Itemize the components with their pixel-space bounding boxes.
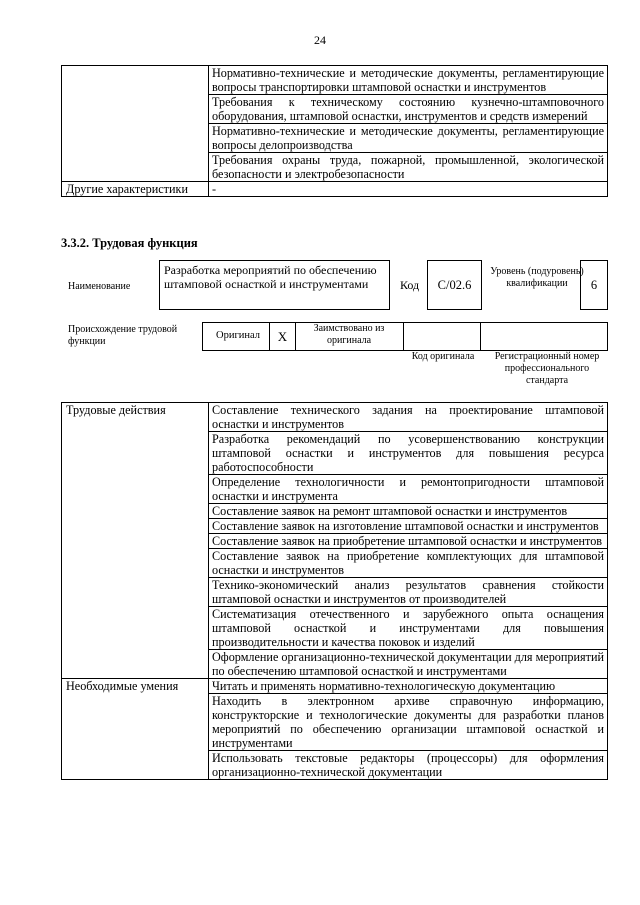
table-row: Составление заявок на ремонт штамповой оснастки и инструментов (209, 504, 608, 519)
function-name-value: Разработка мероприятий по обеспечению штамповой оснасткой и инструментами (159, 260, 390, 310)
borrowed-label: Заимствовано из оригинала (313, 323, 385, 346)
other-characteristics-value: - (209, 182, 608, 197)
table-empty-label-cell (62, 66, 209, 182)
other-characteristics-label: Другие характеристики (62, 182, 209, 197)
table-row: Разработка рекомендаций по усовершенствованию конструкции штамповой оснастки и инструментов для повышения ресурса работоспособности (209, 432, 608, 475)
name-label: Наименование (68, 281, 131, 292)
origin-label: Происхождение трудовой функции (68, 324, 178, 347)
table-row: Систематизация отечественного и зарубежного опыта оснащения штамповой оснасткой и инструментами для повышения производительности и качества поковок и изделий (209, 607, 608, 650)
table-row: Требования к техническому состоянию кузнечно-штамповочного оборудования, штамповой оснастки, инструментов и средств измерений (209, 95, 608, 124)
table-row: Использовать текстовые редакторы (процессоры) для оформления организационно-технической документации (209, 751, 608, 780)
page-number: 24 (314, 33, 326, 47)
table-row: Оформление организационно-технической документации для мероприятий по обеспечению штамповой оснасткой и инструментами (209, 650, 608, 679)
table-row: Читать и применять нормативно-технологическую документацию (209, 679, 608, 694)
original-label: Оригинал (216, 330, 260, 341)
table-row: Требования охраны труда, пожарной, промышленной, экологической безопасности и электробезопасности (209, 153, 608, 182)
function-code-value: С/02.6 (427, 260, 482, 310)
labor-actions-label: Трудовые действия (62, 403, 209, 679)
original-code-caption: Код оригинала (411, 351, 475, 362)
qualification-level-value: 6 (580, 260, 608, 310)
table-row: Составление заявок на приобретение комплектующих для штамповой оснастки и инструментов (209, 549, 608, 578)
table-row: Нормативно-технические и методические документы, регламентирующие вопросы делопроизводства (209, 124, 608, 153)
knowledge-table-continued (61, 65, 608, 197)
section-heading: 3.3.2. Трудовая функция (61, 236, 198, 250)
original-mark: X (269, 322, 296, 351)
required-skills-label: Необходимые умения (62, 679, 209, 780)
labor-function-table (61, 402, 608, 780)
level-label: Уровень (подуровень) квалификации (490, 266, 584, 289)
code-label: Код (400, 278, 420, 292)
table-row: Определение технологичности и ремонтопригодности штамповой оснастки и инструмента (209, 475, 608, 504)
table-row: Составление технического задания на проектирование штамповой оснастки и инструментов (209, 403, 608, 432)
table-row: Находить в электронном архиве справочную информацию, конструкторские и технологические документы для разработки планов мероприятий по обеспечению организации штамповой оснасткой и инструментами (209, 694, 608, 751)
registration-number-caption: Регистрационный номер профессионального стандарта (494, 351, 600, 386)
table-row: Технико-экономический анализ результатов сравнения стойкости штамповой оснастки и инструментов от производителей (209, 578, 608, 607)
table-row: Составление заявок на изготовление штамповой оснастки и инструментов (209, 519, 608, 534)
table-row: Нормативно-технические и методические документы, регламентирующие вопросы транспортировки штамповой оснастки и инструментов (209, 66, 608, 95)
original-code-cell (403, 322, 481, 351)
table-row: Составление заявок на приобретение штамповой оснастки и инструментов (209, 534, 608, 549)
